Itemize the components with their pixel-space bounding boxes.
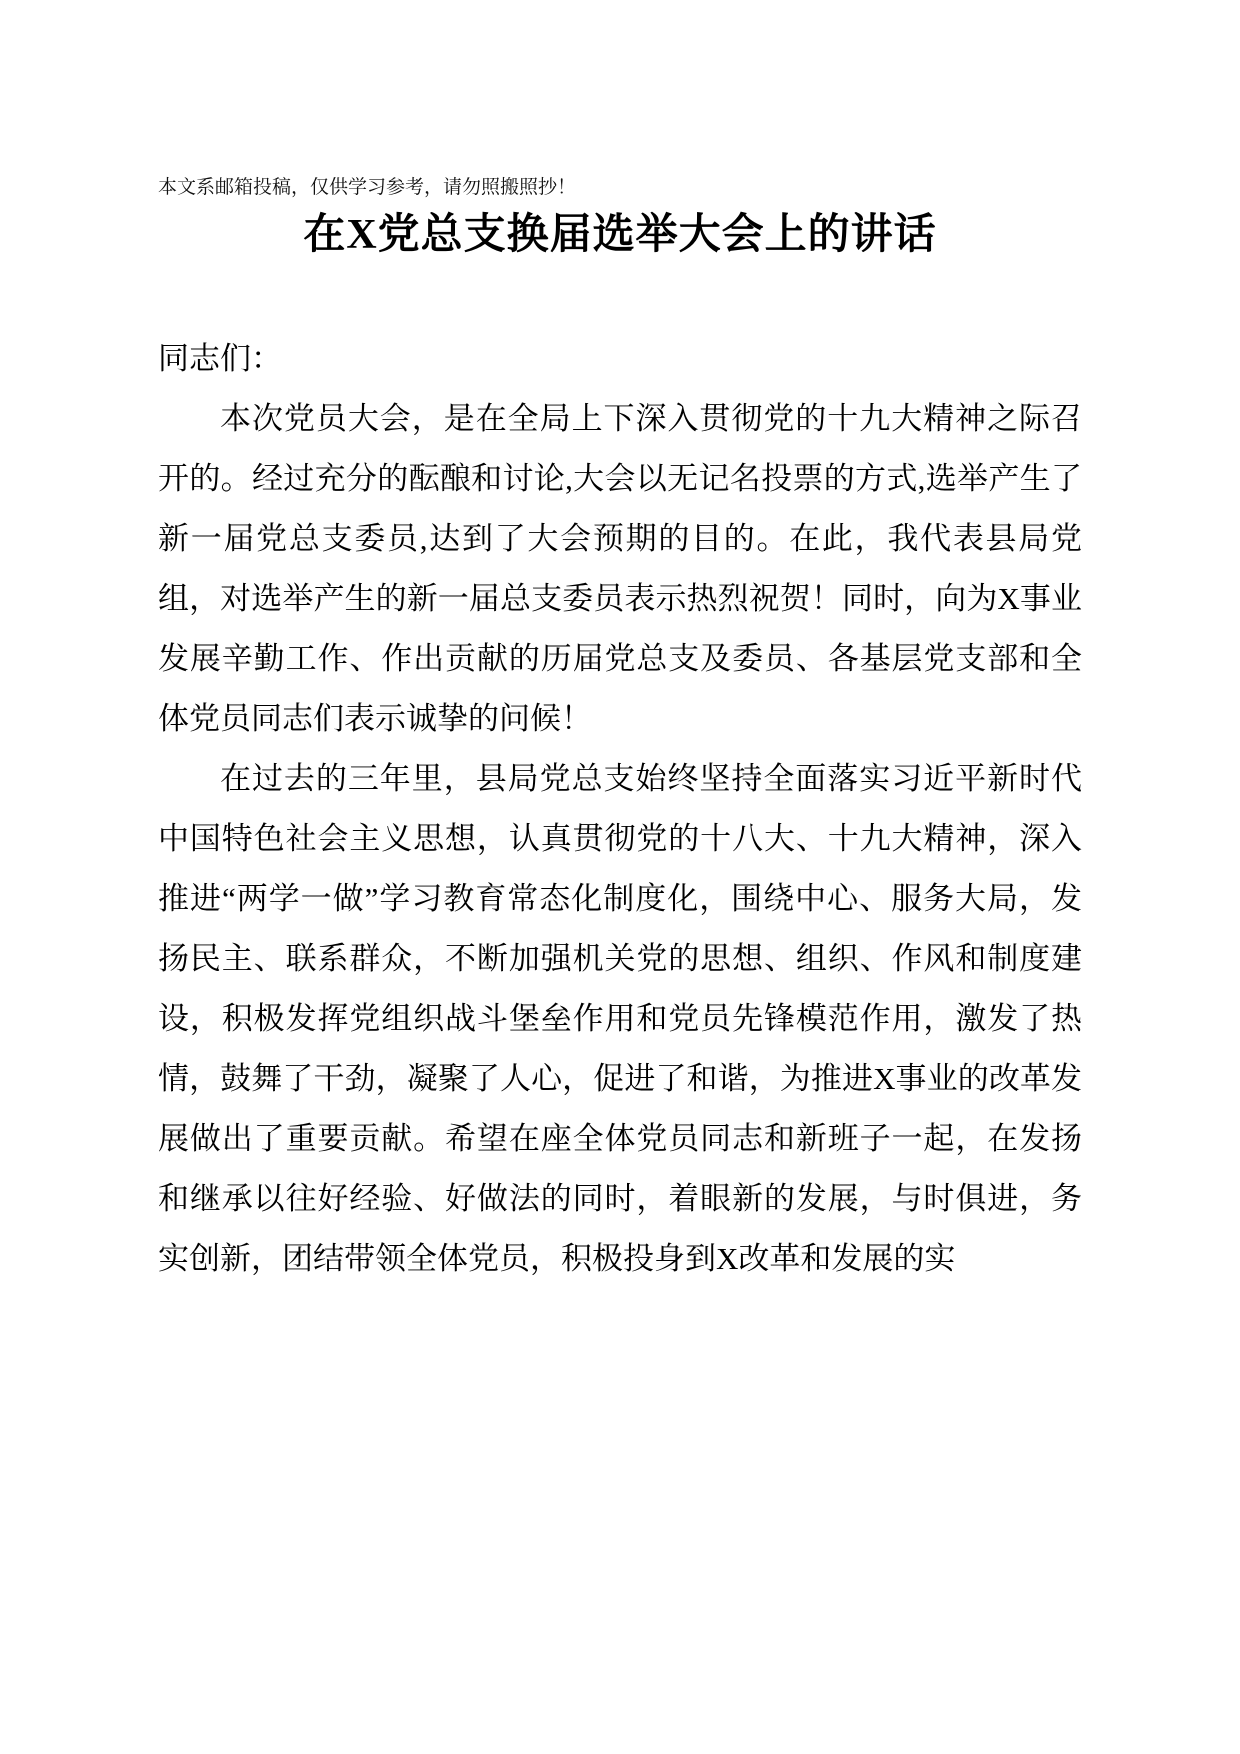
paragraph-1: 本次党员大会，是在全局上下深入贯彻党的十九大精神之际召开的。经过充分的酝酿和讨论,大会以无记名投票的方式,选举产生了新一届党总支委员,达到了大会预期的目的。在此，我代表县局党组，对选举产生的新一届总支委员表示热烈祝贺！同时，向为X事业发展辛勤工作、作出贡献的历届党总支及委员、各基层党支部和全体党员同志们表示诚挚的问候！ bbox=[158, 401, 1082, 736]
document-disclaimer-note: 本文系邮箱投稿，仅供学习参考，请勿照搬照抄！ bbox=[158, 177, 577, 198]
document-title: 在X党总支换届选举大会上的讲话 bbox=[303, 212, 937, 258]
paragraph-2: 在过去的三年里，县局党总支始终坚持全面落实习近平新时代中国特色社会主义思想，认真贯彻党的十八大、十九大精神，深入推进“两学一做”学习教育常态化制度化，围绕中心、服务大局，发扬民主、联系群众，不断加强机关党的思想、组织、作风和制度建设，积极发挥党组织战斗堡垒作用和党员先锋模范作用，激发了热情，鼓舞了干劲，凝聚了人心，促进了和谐，为推进X事业的改革发展做出了重要贡献。希望在座全体党员同志和新班子一起，在发扬和继承以往好经验、好做法的同时，着眼新的发展，与时俱进，务实创新，团结带领全体党员，积极投身到X改革和发展的实 bbox=[158, 761, 1082, 1276]
document-body bbox=[158, 329, 1082, 1289]
paragraph-salutation: 同志们： bbox=[158, 341, 282, 376]
